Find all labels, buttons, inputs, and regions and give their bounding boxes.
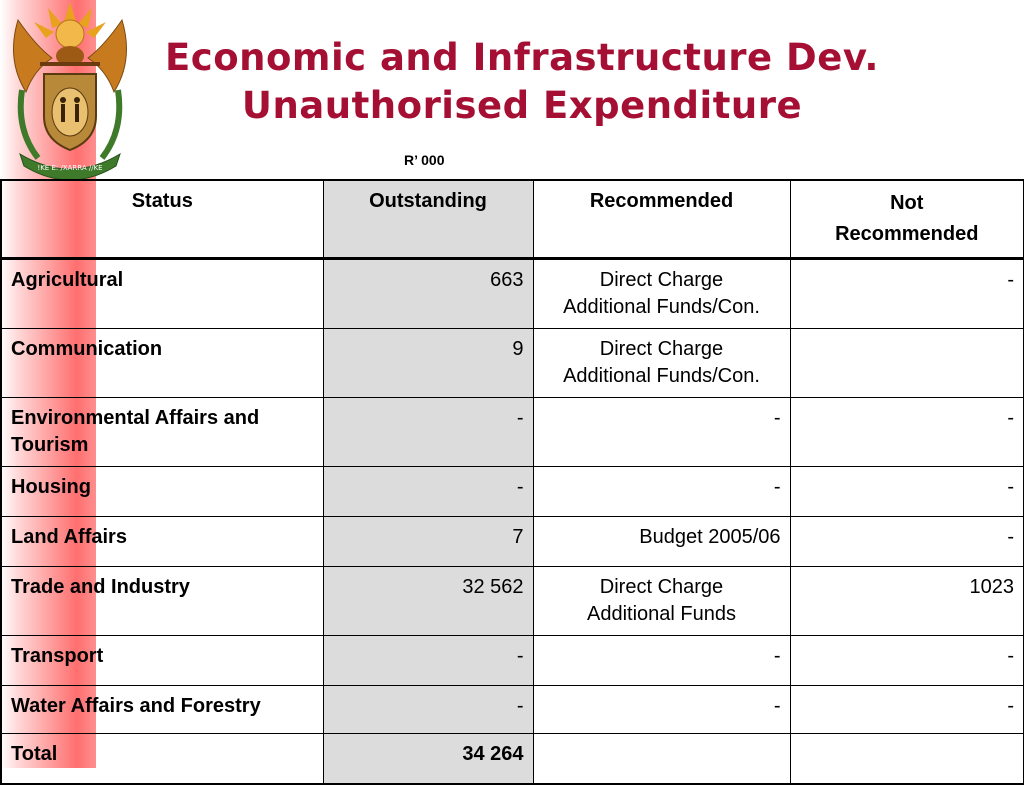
- title-line-1: Economic and Infrastructure Dev.: [165, 36, 879, 79]
- coat-of-arms-icon: [0, 0, 140, 180]
- row-recommended: -: [533, 686, 790, 734]
- row-name: Agricultural: [1, 259, 323, 329]
- row-not-recommended: -: [790, 636, 1024, 686]
- total-row: [1, 734, 1024, 784]
- row-name: Environmental Affairs and Tourism: [1, 398, 323, 467]
- row-recommended: Budget 2005/06: [533, 517, 790, 567]
- row-not-recommended: [790, 329, 1024, 398]
- recommended-line1: Direct Charge: [599, 576, 724, 598]
- row-outstanding: 32 562: [323, 567, 533, 636]
- header-outstanding: Outstanding: [323, 180, 533, 259]
- total-not-recommended: [790, 734, 1024, 784]
- header-recommended: Recommended: [533, 180, 790, 259]
- recommended-line1: Direct Charge: [599, 269, 724, 291]
- total-label: Total: [1, 734, 323, 784]
- row-recommended: -: [533, 398, 790, 467]
- row-name: Land Affairs: [1, 517, 323, 567]
- header-not-line2: Recommended: [835, 223, 979, 245]
- table-row: [1, 259, 1024, 329]
- header-not-line1: Not: [890, 192, 924, 214]
- row-not-recommended: -: [790, 259, 1024, 329]
- row-recommended: [533, 329, 790, 398]
- table-row: [1, 567, 1024, 636]
- table-row: [1, 517, 1024, 567]
- table-row: [1, 398, 1024, 467]
- table-row: [1, 686, 1024, 734]
- row-outstanding: -: [323, 686, 533, 734]
- row-recommended: [533, 259, 790, 329]
- table-row: [1, 329, 1024, 398]
- row-not-recommended: -: [790, 686, 1024, 734]
- total-outstanding: 34 264: [323, 734, 533, 784]
- row-name: Water Affairs and Forestry: [1, 686, 323, 734]
- row-not-recommended: -: [790, 398, 1024, 467]
- row-name: Trade and Industry: [1, 567, 323, 636]
- row-outstanding: 7: [323, 517, 533, 567]
- recommended-line2: Additional Funds: [587, 603, 736, 625]
- row-outstanding: -: [323, 398, 533, 467]
- row-recommended: -: [533, 636, 790, 686]
- svg-text:!KE E: /XARRA //KE: !KE E: /XARRA //KE: [37, 164, 103, 172]
- row-outstanding: -: [323, 636, 533, 686]
- table-row: [1, 636, 1024, 686]
- row-recommended: -: [533, 467, 790, 517]
- row-not-recommended: -: [790, 517, 1024, 567]
- expenditure-table: [0, 179, 1024, 785]
- row-outstanding: -: [323, 467, 533, 517]
- recommended-line2: Additional Funds/Con.: [563, 365, 760, 387]
- row-not-recommended: -: [790, 467, 1024, 517]
- table-header-row: [1, 180, 1024, 259]
- table-row: [1, 467, 1024, 517]
- row-outstanding: 663: [323, 259, 533, 329]
- currency-unit-label: R’ 000: [404, 152, 445, 168]
- header-status: Status: [1, 180, 323, 259]
- row-not-recommended: 1023: [790, 567, 1024, 636]
- header-not-recommended: [790, 180, 1024, 259]
- row-outstanding: 9: [323, 329, 533, 398]
- row-name: Transport: [1, 636, 323, 686]
- row-recommended: [533, 567, 790, 636]
- recommended-line2: Additional Funds/Con.: [563, 296, 760, 318]
- recommended-line1: Direct Charge: [599, 338, 724, 360]
- title-line-2: Unauthorised Expenditure: [241, 84, 803, 127]
- row-name: Housing: [1, 467, 323, 517]
- page-title: [140, 34, 904, 130]
- row-name: Communication: [1, 329, 323, 398]
- total-recommended: [533, 734, 790, 784]
